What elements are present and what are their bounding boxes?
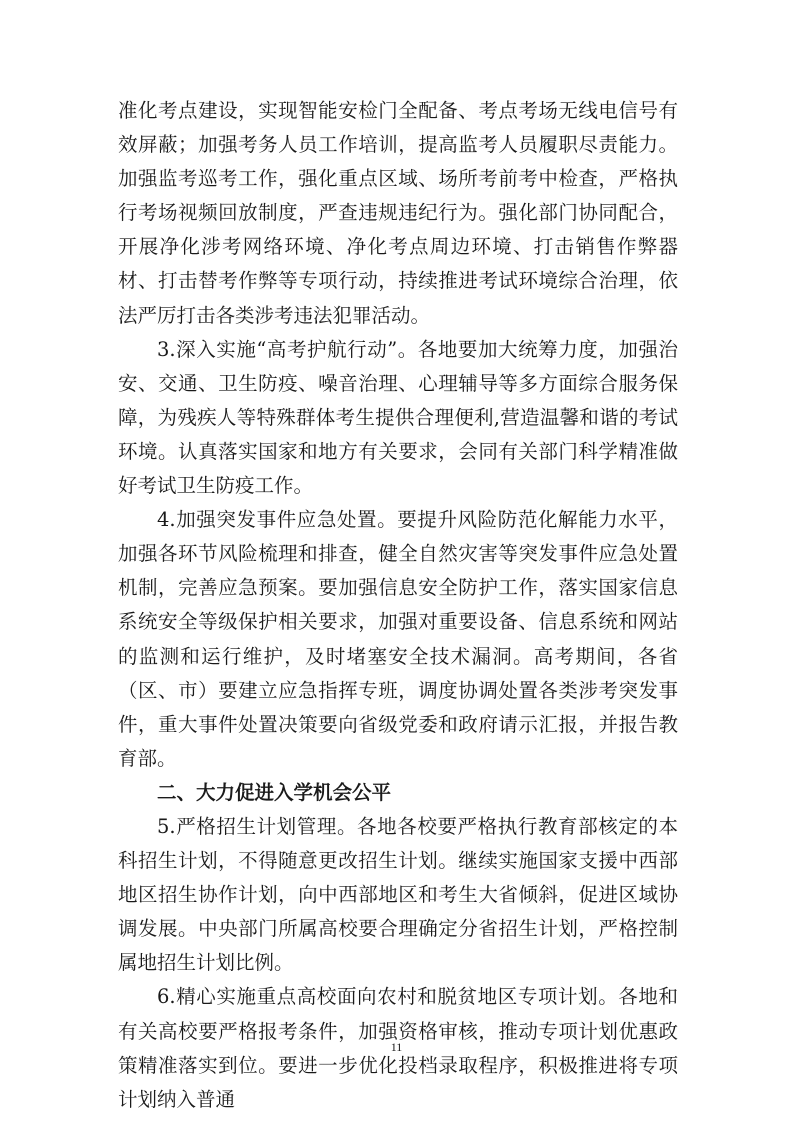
paragraph-item-3: 3.深入实施“高考护航行动”。各地要加大统筹力度，加强治安、交通、卫生防疫、噪音治理、心理辅导等多方面综合服务保障，为残疾人等特殊群体考生提供合理便利,营造温馨和谐的考试环境。认真落实国家和地方有关要求，会同有关部门科学精准做好考试卫生防疫工作。	[118, 337, 678, 498]
paragraph-item-5: 5.严格招生计划管理。各地各校要严格执行教育部核定的本科招生计划，不得随意更改招生计划。继续实施国家支援中西部地区招生协作计划，向中西部地区和考生大省倾斜，促进区域协调发展。中央部门所属高校要合理确定分省招生计划，严格控制属地招生计划比例。	[118, 814, 678, 975]
paragraph-continuation: 准化考点建设，实现智能安检门全配备、考点考场无线电信号有效屏蔽；加强考务人员工作培训，提高监考人员履职尽责能力。加强监考巡考工作，强化重点区域、场所考前考中检查，严格执行考场视频回放制度，严查违规违纪行为。强化部门协同配合，开展净化涉考网络环境、净化考点周边环境、打击销售作弊器材、打击替考作弊等专项行动，持续推进考试环境综合治理，依法严厉打击各类涉考违法犯罪活动。	[118, 99, 678, 327]
page-number: 11	[390, 1040, 403, 1054]
document-body	[118, 94, 678, 1117]
paragraph-item-4: 4.加强突发事件应急处置。要提升风险防范化解能力水平，加强各环节风险梳理和排查，健全自然灾害等突发事件应急处置机制，完善应急预案。要加强信息安全防护工作，落实国家信息系统安全等级保护相关要求，加强对重要设备、信息系统和网站的监测和运行维护，及时堵塞安全技术漏洞。高考期间，各省（区、市）要建立应急指挥专班，调度协调处置各类涉考突发事件，重大事件处置决策要向省级党委和政府请示汇报，并报告教育部。	[118, 508, 678, 770]
paragraph-item-6: 6.精心实施重点高校面向农村和脱贫地区专项计划。各地和有关高校要严格报考条件，加强资格审核，推动专项计划优惠政策精准落实到位。要进一步优化投档录取程序，积极推进将专项计划纳入普通	[118, 985, 678, 1111]
section-heading: 二、大力促进入学机会公平	[157, 780, 392, 804]
